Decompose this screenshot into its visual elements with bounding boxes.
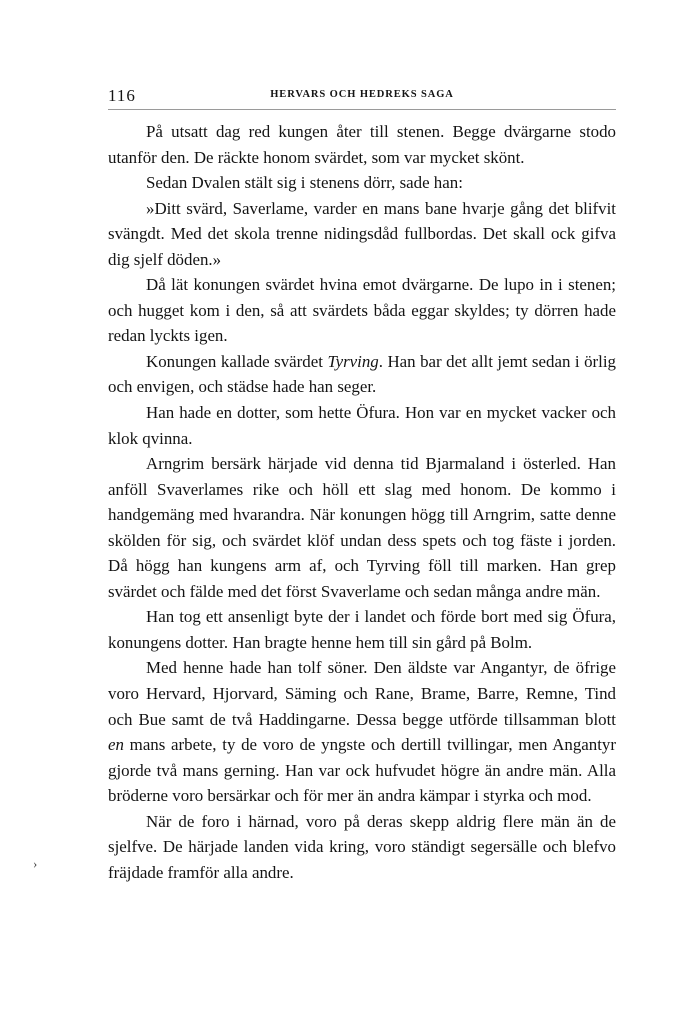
paragraph-5-text-start: Konungen kallade svärdet	[146, 351, 328, 371]
page-number: 116	[108, 86, 136, 105]
paragraph-3: »Ditt svärd, Saverlame, varder en mans bane hvarje gång det blifvit svängdt. Med det skola trenne nidingsdåd fullbordas. Det skall ock gifva dig sjelf döden.»	[108, 198, 616, 269]
paragraph-5-text-end: . Han bar det allt jemt sedan i örlig och envigen, och städse hade han seger.	[108, 351, 616, 397]
paragraph-5	[108, 349, 616, 400]
paragraph-8: Han tog ett ansenligt byte der i landet och förde bort med sig Öfura, konungens dotter. Han bragte henne hem till sin gård på Bolm.	[108, 607, 616, 652]
paragraph-7: Arngrim bersärk härjade vid denna tid Bjarmaland i österled. Han anföll Svaverlames rike och höll ett slag med honom. De kommo i handgemäng med hvarandra. När konungen högg till Arngrim, satte denne skölden för sig, och svärdet klöf undan dess spets och tog fäste i jorden. Då högg han kungens arm af, och Tyrving föll till marken. Han grep svärdet och fälde med det först Svaverlame och sedan många andre män.	[108, 454, 616, 601]
paragraph-9	[108, 655, 616, 808]
paragraph-10: När de foro i härnad, voro på deras skepp aldrig flere män än de sjelfve. De härjade landen vida kring, voro ständigt segersälle och blefvo fräjdade framför alla andre.	[108, 811, 616, 882]
paragraph-6: Han hade en dotter, som hette Öfura. Hon var en mycket vacker och klok qvinna.	[108, 403, 616, 448]
emphasis-en: en	[108, 735, 124, 755]
paragraph-1: På utsatt dag red kungen åter till stenen. Begge dvärgarne stodo utanför den. De räckte honom svärdet, som var mycket skönt.	[108, 122, 616, 167]
paragraph-9-text-start: Med henne hade han tolf söner. Den äldste var Angantyr, de öfrige voro Hervard, Hjorvard, Säming och Rane, Brame, Barre, Remne, Tind och Bue samt de två Haddingarne. Dessa begge utförde tillsamman blott	[108, 658, 616, 729]
paragraph-2: Sedan Dvalen stält sig i stenens dörr, sade han:	[146, 173, 463, 193]
paragraph-4: Då lät konungen svärdet hvina emot dvärgarne. De lupo in i stenen; och hugget kom i den, så att svärdets båda eggar skyldes; ty dörren hade redan lyckts igen.	[108, 275, 616, 346]
body-text	[108, 119, 616, 885]
margin-mark: ›	[33, 856, 38, 871]
header-rule	[108, 109, 616, 110]
sword-name-tyrving: Tyrving	[327, 351, 379, 371]
paragraph-9-text-end: mans arbete, ty de voro de yngste och dertill tvillingar, men Angantyr gjorde två mans gerning. Han var ock hufvudet högre än andre män. Alla bröderne voro bersärkar och för mer än andra kämpar i styrka och mod.	[108, 735, 616, 806]
running-head	[108, 86, 616, 106]
running-title: HERVARS OCH HEDREKS SAGA	[270, 89, 454, 100]
